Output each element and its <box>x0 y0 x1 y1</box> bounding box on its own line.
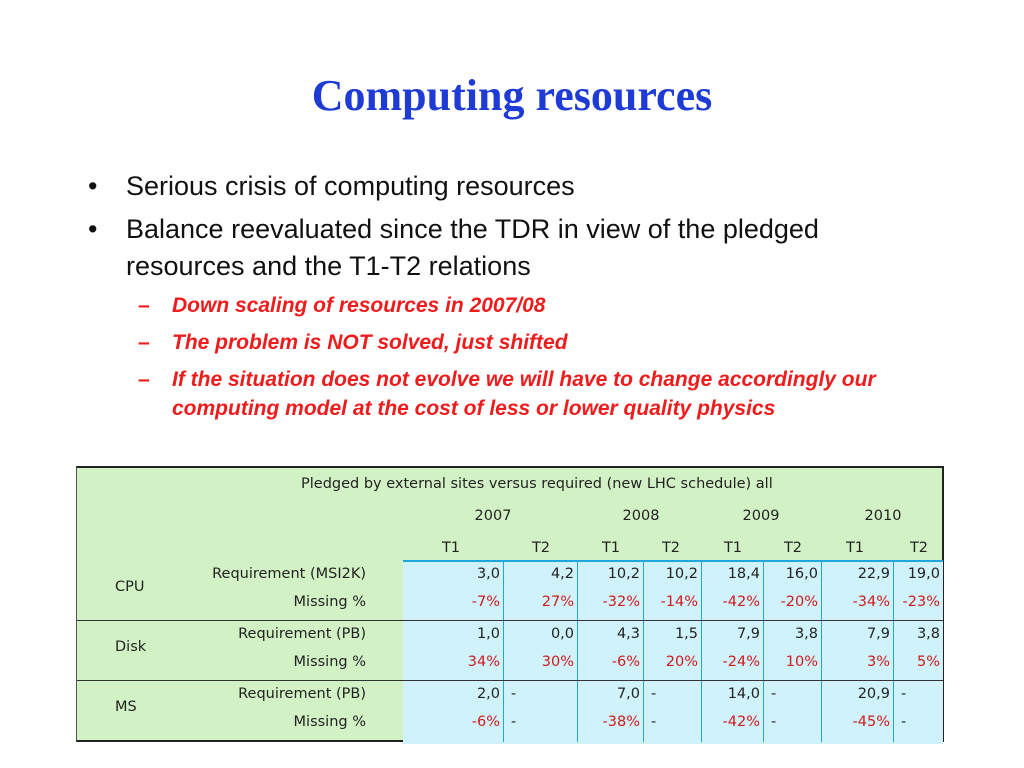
tier-header: T2 <box>909 540 929 556</box>
table-cell: 5% <box>916 654 940 670</box>
sub-bullet-marker: – <box>138 331 150 354</box>
tier-header: T2 <box>531 540 551 556</box>
table-cell: 14,0 <box>727 686 760 702</box>
table-cell: 20% <box>665 654 698 670</box>
sub-bullet-item <box>86 365 906 423</box>
table-cell: 3,0 <box>476 566 500 582</box>
section-label: MS <box>115 699 137 715</box>
row-label: Requirement (PB) <box>238 626 366 642</box>
table-cell: 1,0 <box>476 626 500 642</box>
bullet-list <box>86 168 906 431</box>
sub-bullet-item <box>86 291 906 320</box>
year-header: 2010 <box>864 508 902 524</box>
tier-header: T1 <box>845 540 865 556</box>
table-cell: 4,2 <box>550 566 574 582</box>
section-label: CPU <box>115 579 145 595</box>
table-cell: -38% <box>602 714 640 730</box>
table-cell: 7,9 <box>736 626 760 642</box>
section-label: Disk <box>115 639 147 655</box>
table-cell: -45% <box>852 714 890 730</box>
table-caption: Pledged by external sites versus required (new LHC schedule) all <box>301 476 773 492</box>
table-cell: - <box>651 714 657 730</box>
table-cell: - <box>651 686 657 702</box>
section-divider <box>77 620 943 621</box>
row-label: Requirement (PB) <box>238 686 366 702</box>
sub-bullet-text: The problem is NOT solved, just shifted <box>172 331 568 354</box>
sub-bullet-text: If the situation does not evolve we will have to change accordingly our computing model at the cost of less or lower quality physics <box>172 368 876 420</box>
row-label: Missing % <box>293 594 366 610</box>
table-cell: 7,9 <box>866 626 890 642</box>
table-cell: 1,5 <box>674 626 698 642</box>
table-cell: 10,2 <box>607 566 640 582</box>
table-cell: 0,0 <box>550 626 574 642</box>
tier-header: T1 <box>601 540 621 556</box>
table-cell: 10% <box>785 654 818 670</box>
year-header: 2008 <box>622 508 660 524</box>
table-cell: 20,9 <box>857 686 890 702</box>
table-cell: -42% <box>722 714 760 730</box>
year-header: 2007 <box>474 508 512 524</box>
bullet-marker: • <box>88 214 98 244</box>
table-cell: -6% <box>611 654 640 670</box>
table-cell: -20% <box>780 594 818 610</box>
table-cell: - <box>901 714 907 730</box>
row-label: Requirement (MSI2K) <box>212 566 366 582</box>
table-cell: - <box>771 686 777 702</box>
table-cell: -23% <box>902 594 940 610</box>
sub-bullet-text: Down scaling of resources in 2007/08 <box>172 294 546 317</box>
table-cell: - <box>901 686 907 702</box>
tier-header: T2 <box>661 540 681 556</box>
table-cell: 30% <box>541 654 574 670</box>
resources-table <box>76 466 944 742</box>
table-cell: 16,0 <box>785 566 818 582</box>
row-label: Missing % <box>293 654 366 670</box>
year-header: 2009 <box>742 508 780 524</box>
table-cell: 34% <box>467 654 500 670</box>
tier-header: T2 <box>783 540 803 556</box>
table-cell: 4,3 <box>616 626 640 642</box>
bullet-marker: • <box>88 171 98 201</box>
bullet-item <box>86 168 906 205</box>
tier-header: T1 <box>441 540 461 556</box>
table-cell: -14% <box>660 594 698 610</box>
sub-bullet-marker: – <box>138 368 150 391</box>
sub-bullet-marker: – <box>138 294 150 317</box>
row-label: Missing % <box>293 714 366 730</box>
bullet-text: Serious crisis of computing resources <box>126 171 575 201</box>
table-cell: 3,8 <box>794 626 818 642</box>
sub-bullet-item <box>86 328 906 357</box>
table-cell: - <box>511 714 517 730</box>
section-divider <box>77 680 943 681</box>
table-cell: -32% <box>602 594 640 610</box>
table-cell: -34% <box>852 594 890 610</box>
table-cell: 18,4 <box>727 566 760 582</box>
bullet-item <box>86 211 906 285</box>
table-cell: 22,9 <box>857 566 890 582</box>
table-cell: 3% <box>866 654 890 670</box>
table-cell: 27% <box>541 594 574 610</box>
table-cell: -42% <box>722 594 760 610</box>
table-cell: 10,2 <box>665 566 698 582</box>
slide-title: Computing resources <box>311 71 713 120</box>
table-cell: 19,0 <box>907 566 940 582</box>
table-cell: - <box>511 686 517 702</box>
table-cell: -6% <box>471 714 500 730</box>
bullet-text: Balance reevaluated since the TDR in view of the pledged resources and the T1-T2 relations <box>126 214 819 281</box>
table-cell: - <box>771 714 777 730</box>
table-cell: -24% <box>722 654 760 670</box>
table-cell: 3,8 <box>916 626 940 642</box>
tier-header: T1 <box>723 540 743 556</box>
table-cell: 2,0 <box>476 686 500 702</box>
table-cell: 7,0 <box>616 686 640 702</box>
table-cell: -7% <box>471 594 500 610</box>
